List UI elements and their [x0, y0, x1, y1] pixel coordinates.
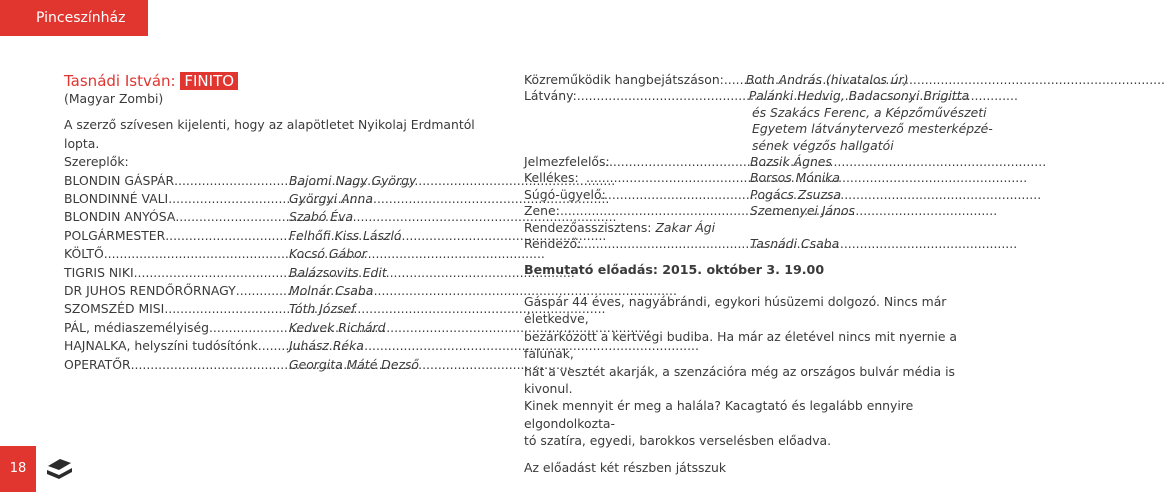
leader-dots	[175, 208, 289, 226]
synopsis-line: Gáspár 44 éves, nagyábrándi, egykori húsüzemi dolgozó. Nincs már életkedve,	[524, 293, 947, 327]
author-note: A szerző szívesen kijelenti, hogy az alapötletet Nyikolaj Erdmantól lopta.	[64, 117, 475, 151]
cast-actor: Juhász Réka	[289, 338, 364, 354]
crew-prompter	[524, 187, 960, 203]
cast-row	[64, 264, 484, 282]
leader-dots	[605, 154, 750, 170]
cast-row	[64, 300, 484, 318]
crew-design	[524, 88, 993, 154]
leader-dots	[556, 203, 750, 219]
leader-dots	[576, 236, 750, 252]
cast-role: PÁL, médiaszemélyiség	[64, 319, 209, 335]
cast-list	[64, 172, 484, 374]
page-number: 18	[0, 446, 36, 492]
section-tab: Pinceszínház	[0, 0, 148, 36]
crew-props	[524, 170, 960, 186]
cast-actor: Balázsovits Edit	[289, 264, 387, 280]
leader-dots	[104, 245, 289, 263]
cast-actor: Molnár Csaba	[289, 283, 374, 299]
synopsis-line: Kinek mennyit ér meg a halála? Kacagtató és legalább ennyire elgondolkozta-	[524, 398, 914, 431]
cast-role: OPERATŐR	[64, 356, 131, 372]
cast-role: BLONDINNÉ VALI	[64, 191, 169, 207]
crew-label: Kellékes:	[524, 170, 579, 186]
crew-label: Zene:	[524, 203, 560, 219]
crew-value: Palánki Hedvig, Badacsonyi Brigitta	[748, 88, 970, 104]
cast-actor: Felhőfi Kiss László	[289, 227, 402, 243]
cast-row	[64, 190, 484, 208]
cast-role: SZOMSZÉD MISI	[64, 301, 165, 317]
crew-value: Egyetem látványtervező mesterképzé-	[752, 121, 993, 137]
crew-label: Súgó-ügyelő:	[524, 186, 606, 202]
crew-value: Zakar Ági	[655, 219, 716, 235]
leader-dots	[174, 172, 289, 190]
leader-dots	[168, 190, 289, 208]
title-prefix: Tasnádi István:	[64, 72, 181, 90]
leader-dots	[134, 264, 289, 282]
premiere-date: Bemutató előadás: 2015. október 3. 19.00	[524, 262, 825, 278]
crew-value: Both András (hivatalos úr)	[745, 72, 909, 87]
crew-music	[524, 203, 960, 219]
crew-value: Tasnádi Csaba	[750, 236, 840, 252]
leader-dots	[165, 227, 289, 245]
cast-actor: Bajomi Nagy György	[289, 172, 417, 188]
cast-column	[64, 72, 484, 374]
cast-actor: Georgita Máté Dezső	[289, 356, 420, 372]
cast-label: Szereplők:	[64, 154, 129, 170]
leader-dots	[131, 356, 289, 374]
cast-role: HAJNALKA, helyszíni tudósítónk	[64, 338, 258, 354]
theatre-logo-icon	[44, 455, 74, 483]
crew-director	[524, 236, 960, 252]
cast-row	[64, 337, 484, 355]
cast-actor: Kocsó Gábor	[289, 246, 367, 262]
cast-role: POLGÁRMESTER	[64, 227, 166, 243]
cast-row	[64, 208, 484, 226]
play-subtitle: (Magyar Zombi)	[64, 91, 164, 106]
synopsis	[524, 293, 960, 450]
cast-row	[64, 245, 484, 263]
crew-value: Pogács Zsuzsa	[750, 186, 842, 202]
synopsis-line: hát a vesztét akarják, a szenzációra még az országos bulvár média is kivonul.	[524, 363, 955, 396]
cast-actor: Kedvek Richárd	[289, 319, 386, 335]
cast-actor: Tóth József	[289, 301, 356, 317]
leader-dots	[164, 300, 289, 318]
crew-costume	[524, 154, 960, 170]
crew-value: Szemenyei János	[750, 203, 856, 219]
crew-label: Látvány:	[524, 88, 577, 104]
cast-row	[64, 227, 484, 245]
leader-dots	[577, 88, 749, 104]
synopsis-line: bezárkózott a kertvégi budiba. Ha már az életével nincs mit nyernie a falunak,	[524, 328, 958, 362]
title-highlight: FINITO	[180, 72, 238, 90]
cast-actor: Szabó Éva	[289, 209, 354, 225]
cast-row	[64, 356, 484, 374]
crew-label: Közreműködik hangbejátszáson:	[524, 72, 724, 87]
leader-dots	[209, 319, 289, 337]
cast-role: DR JUHOS RENDŐRŐRNAGY	[64, 283, 236, 299]
crew-label: Jelmezfelelős:	[524, 154, 610, 170]
crew-label: Rendező:	[524, 236, 582, 252]
crew-assistant	[524, 220, 960, 236]
cast-actor: Györgyi Anna	[289, 191, 373, 207]
synopsis-line: tó szatíra, egyedi, barokkos verselésben előadva.	[524, 433, 832, 449]
crew-value: és Szakács Ferenc, a Képzőművészeti	[752, 104, 987, 120]
cast-role: KÖLTŐ	[64, 246, 104, 262]
info-column	[524, 72, 993, 476]
crew-collab	[524, 72, 960, 88]
leader-dots	[236, 282, 289, 300]
cast-role: BLONDIN GÁSPÁR	[64, 172, 175, 188]
crew-value: Bozsik Ágnes	[750, 154, 832, 170]
cast-row	[64, 282, 484, 300]
closing-note: Az előadást két részben játsszuk	[524, 459, 727, 475]
leader-dots	[258, 337, 289, 355]
cast-role: BLONDIN ANYÓSA	[64, 209, 176, 225]
cast-role: TIGRIS NIKI	[64, 264, 134, 280]
cast-row	[64, 172, 484, 190]
cast-row	[64, 319, 484, 337]
crew-value: sének végzős hallgatói	[752, 137, 894, 153]
crew-value: Borsos Mónika	[750, 170, 840, 186]
leader-dots	[600, 187, 750, 203]
crew-label: Rendezőasszisztens:	[524, 219, 652, 235]
play-title	[64, 72, 484, 90]
leader-dots	[724, 72, 746, 88]
leader-dots	[586, 170, 750, 186]
